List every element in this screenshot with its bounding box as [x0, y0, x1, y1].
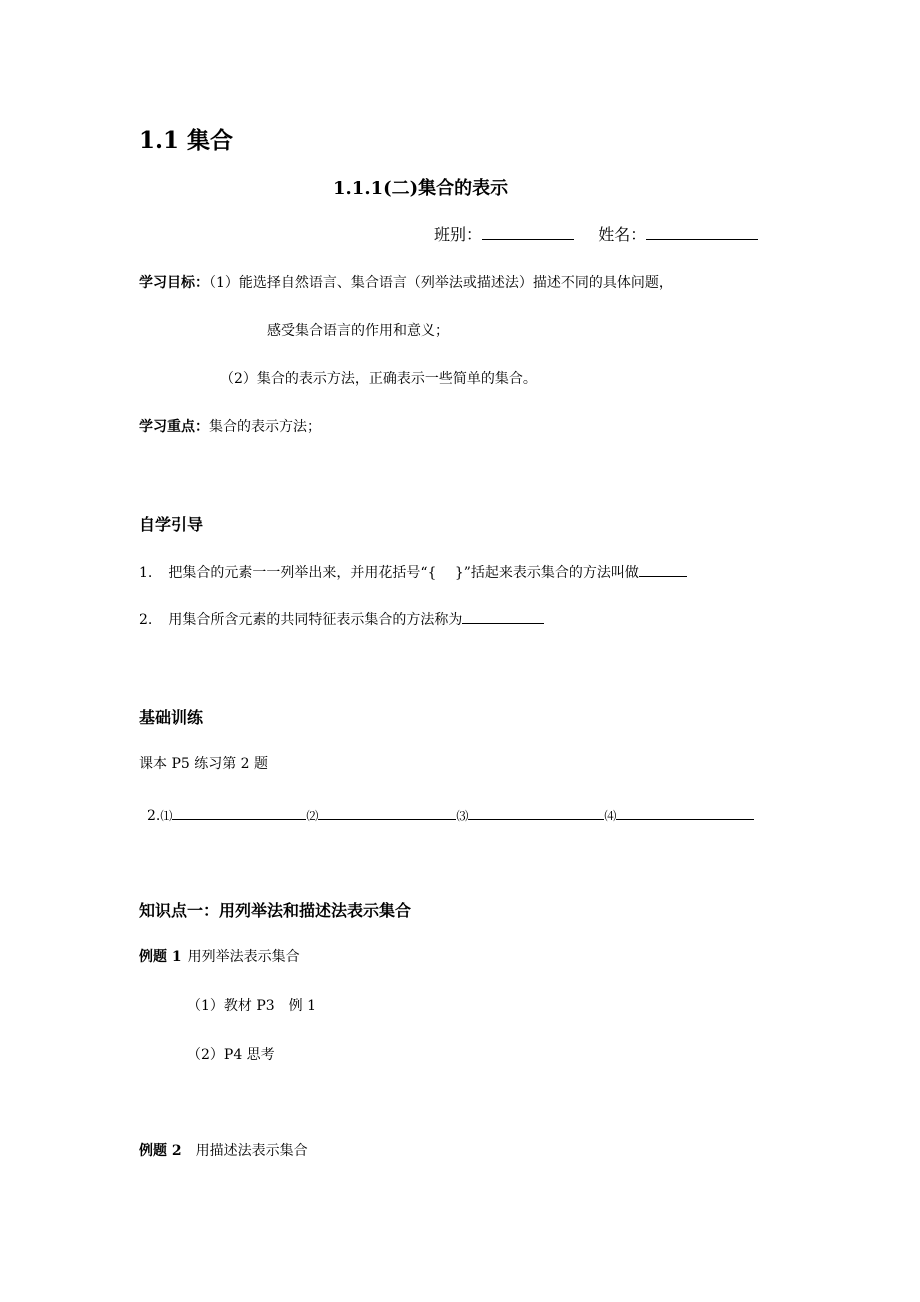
keypoint-line	[139, 416, 321, 436]
objective-item2: （2）集合的表示方法，正确表示一些简单的集合。	[220, 371, 537, 387]
self-study-q1	[139, 562, 687, 582]
q1-blank[interactable]	[639, 562, 687, 577]
answer-part-3-blank[interactable]	[468, 805, 604, 820]
example1-item1: （1）教材 P3 例 1	[187, 998, 317, 1014]
basic-training-ref: 课本 P5 练习第 2 题	[139, 756, 269, 772]
q1-text: 把集合的元素一一列举出来，并用花括号“{ }”括起来表示集合的方法叫做	[168, 565, 639, 581]
name-blank[interactable]	[646, 225, 758, 240]
answer-q-number: 2.	[147, 808, 161, 824]
example2-label: 例题 2	[139, 1143, 182, 1159]
answer-part-2-blank[interactable]	[318, 805, 456, 820]
example1-item2: （2）P4 思考	[187, 1047, 275, 1063]
example2-line	[139, 1140, 308, 1160]
answer-part-1-label: ⑴	[160, 809, 173, 823]
section-title: 1.1.1(二)集合的表示	[333, 178, 509, 199]
chapter-title: 1.1 集合	[139, 127, 234, 154]
answer-part-2-label: ⑵	[306, 809, 319, 823]
answer-part-4-blank[interactable]	[616, 805, 754, 820]
class-name-line	[434, 222, 758, 245]
example1-line	[139, 946, 300, 966]
answer-part-3-label: ⑶	[456, 809, 469, 823]
q2-number: 2.	[139, 612, 153, 628]
name-label: 姓名：	[598, 225, 647, 244]
example1-text: 用列举法表示集合	[187, 949, 300, 965]
q2-blank[interactable]	[462, 609, 544, 624]
answer-line	[147, 805, 754, 824]
keypoint-text: 集合的表示方法；	[209, 419, 321, 435]
example2-text: 用描述法表示集合	[195, 1143, 308, 1159]
q1-number: 1.	[139, 565, 153, 581]
class-label: 班别：	[434, 225, 483, 244]
knowledge1-heading: 知识点一：用列举法和描述法表示集合	[139, 901, 412, 920]
class-blank[interactable]	[482, 225, 574, 240]
basic-training-heading: 基础训练	[139, 708, 204, 727]
self-study-heading: 自学引导	[139, 515, 204, 534]
objective-item1-line1: （1）能选择自然语言、集合语言（列举法或描述法）描述不同的具体问题，	[209, 275, 673, 291]
self-study-q2	[139, 609, 544, 629]
objectives-label: 学习目标：	[139, 275, 209, 291]
answer-part-1-blank[interactable]	[172, 805, 306, 820]
example1-label: 例题 1	[139, 949, 182, 965]
keypoint-label: 学习重点：	[139, 419, 209, 435]
objective-item1-line2: 感受集合语言的作用和意义；	[267, 323, 449, 339]
answer-part-4-label: ⑷	[604, 809, 617, 823]
q2-text: 用集合所含元素的共同特征表示集合的方法称为	[168, 612, 463, 628]
objectives-line1	[139, 272, 673, 292]
